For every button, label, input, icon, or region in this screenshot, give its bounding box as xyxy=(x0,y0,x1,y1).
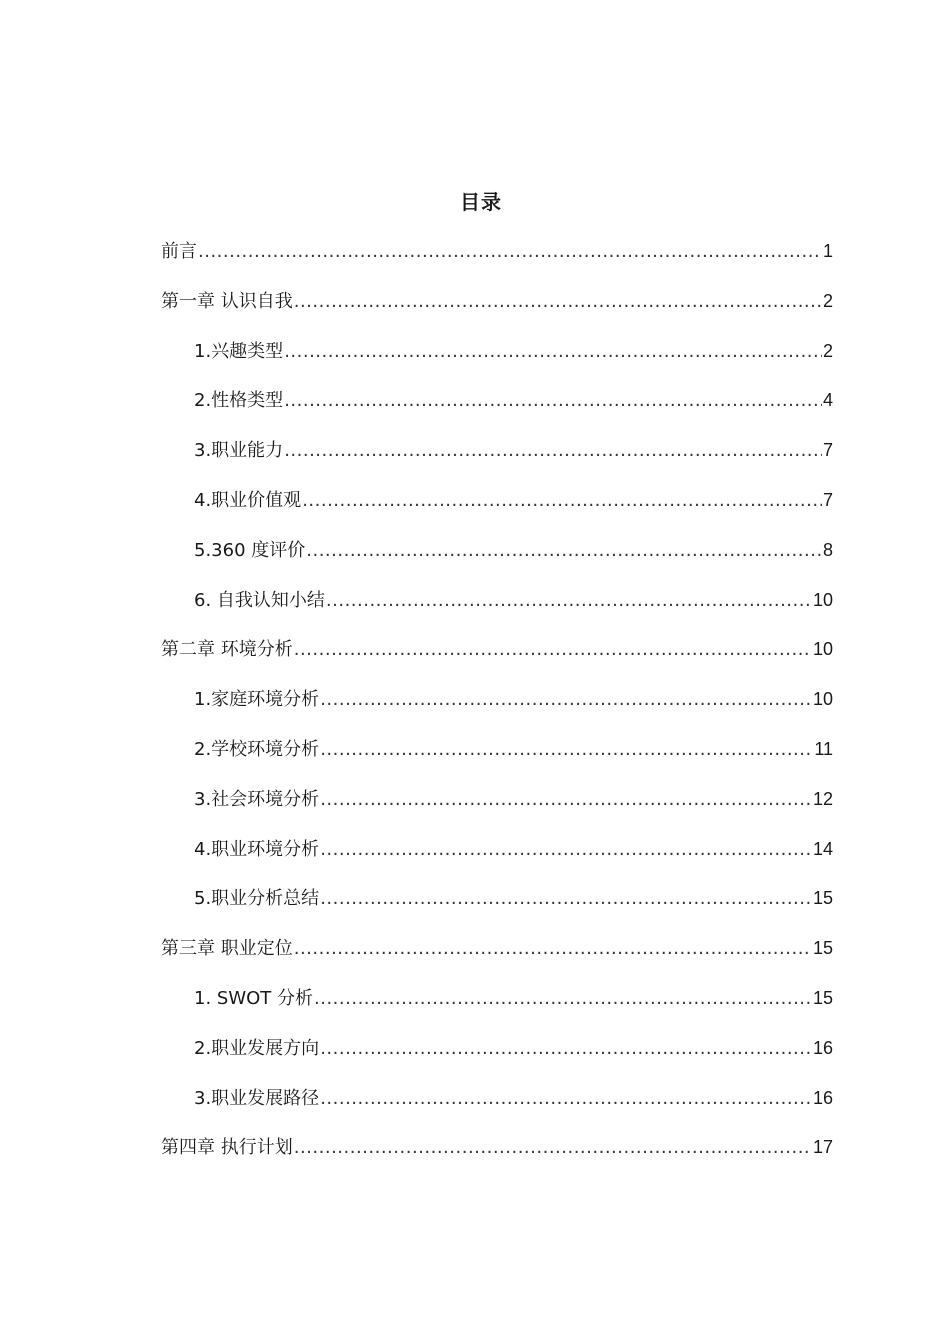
toc-entry-text: 3.社会环境分析 xyxy=(194,788,320,810)
toc-entry-text: 1.家庭环境分析 xyxy=(194,689,320,711)
toc-entry-text: 3.职业能力 xyxy=(194,440,284,462)
toc-entry[interactable] xyxy=(161,535,833,585)
toc-entry[interactable] xyxy=(161,1033,833,1083)
toc-entry[interactable] xyxy=(161,1132,833,1182)
toc-entry[interactable] xyxy=(161,634,833,684)
toc-page-number: 10 xyxy=(812,689,833,710)
toc-dot-leader xyxy=(314,984,812,1014)
toc-entry[interactable] xyxy=(161,336,833,386)
toc-dot-leader xyxy=(320,735,813,765)
toc-entry-text: 第二章 环境分析 xyxy=(161,639,293,661)
toc-page-number: 1 xyxy=(822,241,833,261)
toc-entry[interactable] xyxy=(161,286,833,336)
toc-dot-leader xyxy=(294,934,812,964)
toc-entry-text: 6. 自我认知小结 xyxy=(194,589,325,611)
toc-page-number: 14 xyxy=(812,838,833,859)
toc-entry[interactable] xyxy=(161,983,833,1033)
toc-entry-text: 4.职业价值观 xyxy=(194,489,302,511)
toc-dot-leader xyxy=(320,685,812,715)
toc-dot-leader xyxy=(284,386,822,416)
toc-page-number: 16 xyxy=(812,1037,833,1058)
toc-entry-text: 4.职业环境分析 xyxy=(194,838,320,860)
toc-dot-leader xyxy=(198,237,822,267)
toc-entry[interactable] xyxy=(161,883,833,933)
toc-page-number: 15 xyxy=(812,938,833,959)
toc-entry-text: 5.360 度评价 xyxy=(194,539,306,561)
toc-dot-leader xyxy=(294,635,812,665)
toc-dot-leader xyxy=(320,835,812,865)
toc-entry-text: 2.学校环境分析 xyxy=(194,738,320,760)
toc-entry[interactable] xyxy=(161,236,833,286)
toc-entry[interactable] xyxy=(161,1083,833,1133)
toc-page-number: 7 xyxy=(822,489,833,510)
toc-dot-leader xyxy=(320,884,812,914)
toc-page-number: 8 xyxy=(822,539,833,560)
toc-page-number: 16 xyxy=(812,1087,833,1108)
toc-entry[interactable] xyxy=(161,734,833,784)
toc-entry[interactable] xyxy=(161,933,833,983)
toc-entry-text: 3.职业发展路径 xyxy=(194,1087,320,1109)
toc-entry-text: 2.职业发展方向 xyxy=(194,1037,320,1059)
table-of-contents xyxy=(161,236,833,1182)
toc-dot-leader xyxy=(284,436,822,466)
toc-entry[interactable] xyxy=(161,485,833,535)
toc-entry[interactable] xyxy=(161,784,833,834)
toc-page-number: 15 xyxy=(812,888,833,909)
toc-entry-text: 第三章 职业定位 xyxy=(161,938,293,960)
toc-dot-leader xyxy=(294,287,822,317)
toc-dot-leader xyxy=(326,586,812,616)
toc-page-number: 2 xyxy=(822,340,833,361)
toc-page-number: 10 xyxy=(812,639,833,660)
toc-entry-text: 1.兴趣类型 xyxy=(194,340,284,362)
toc-dot-leader xyxy=(320,1034,812,1064)
toc-page-number: 4 xyxy=(822,390,833,411)
toc-dot-leader xyxy=(306,536,822,566)
toc-entry[interactable] xyxy=(161,435,833,485)
toc-entry-text: 2.性格类型 xyxy=(194,390,284,412)
toc-page-number: 17 xyxy=(812,1137,833,1158)
toc-page-number: 12 xyxy=(812,788,833,809)
toc-entry[interactable] xyxy=(161,585,833,635)
toc-entry[interactable] xyxy=(161,684,833,734)
toc-dot-leader xyxy=(320,785,812,815)
toc-dot-leader xyxy=(320,1084,812,1114)
toc-page-number: 2 xyxy=(822,290,833,311)
toc-entry[interactable] xyxy=(161,834,833,884)
toc-title: 目录 xyxy=(460,190,502,214)
toc-entry-text: 第四章 执行计划 xyxy=(161,1137,293,1159)
toc-page-number: 7 xyxy=(822,440,833,461)
toc-entry-text: 前言 xyxy=(161,241,197,262)
toc-dot-leader xyxy=(294,1133,812,1163)
toc-page-number: 10 xyxy=(812,589,833,610)
toc-dot-leader xyxy=(284,337,822,367)
toc-page-number: 11 xyxy=(814,738,833,759)
toc-entry[interactable] xyxy=(161,385,833,435)
toc-entry-text: 5.职业分析总结 xyxy=(194,888,320,910)
toc-entry-text: 1. SWOT 分析 xyxy=(194,987,314,1009)
toc-page-number: 15 xyxy=(812,987,833,1008)
toc-dot-leader xyxy=(302,486,822,516)
toc-entry-text: 第一章 认识自我 xyxy=(161,290,293,312)
